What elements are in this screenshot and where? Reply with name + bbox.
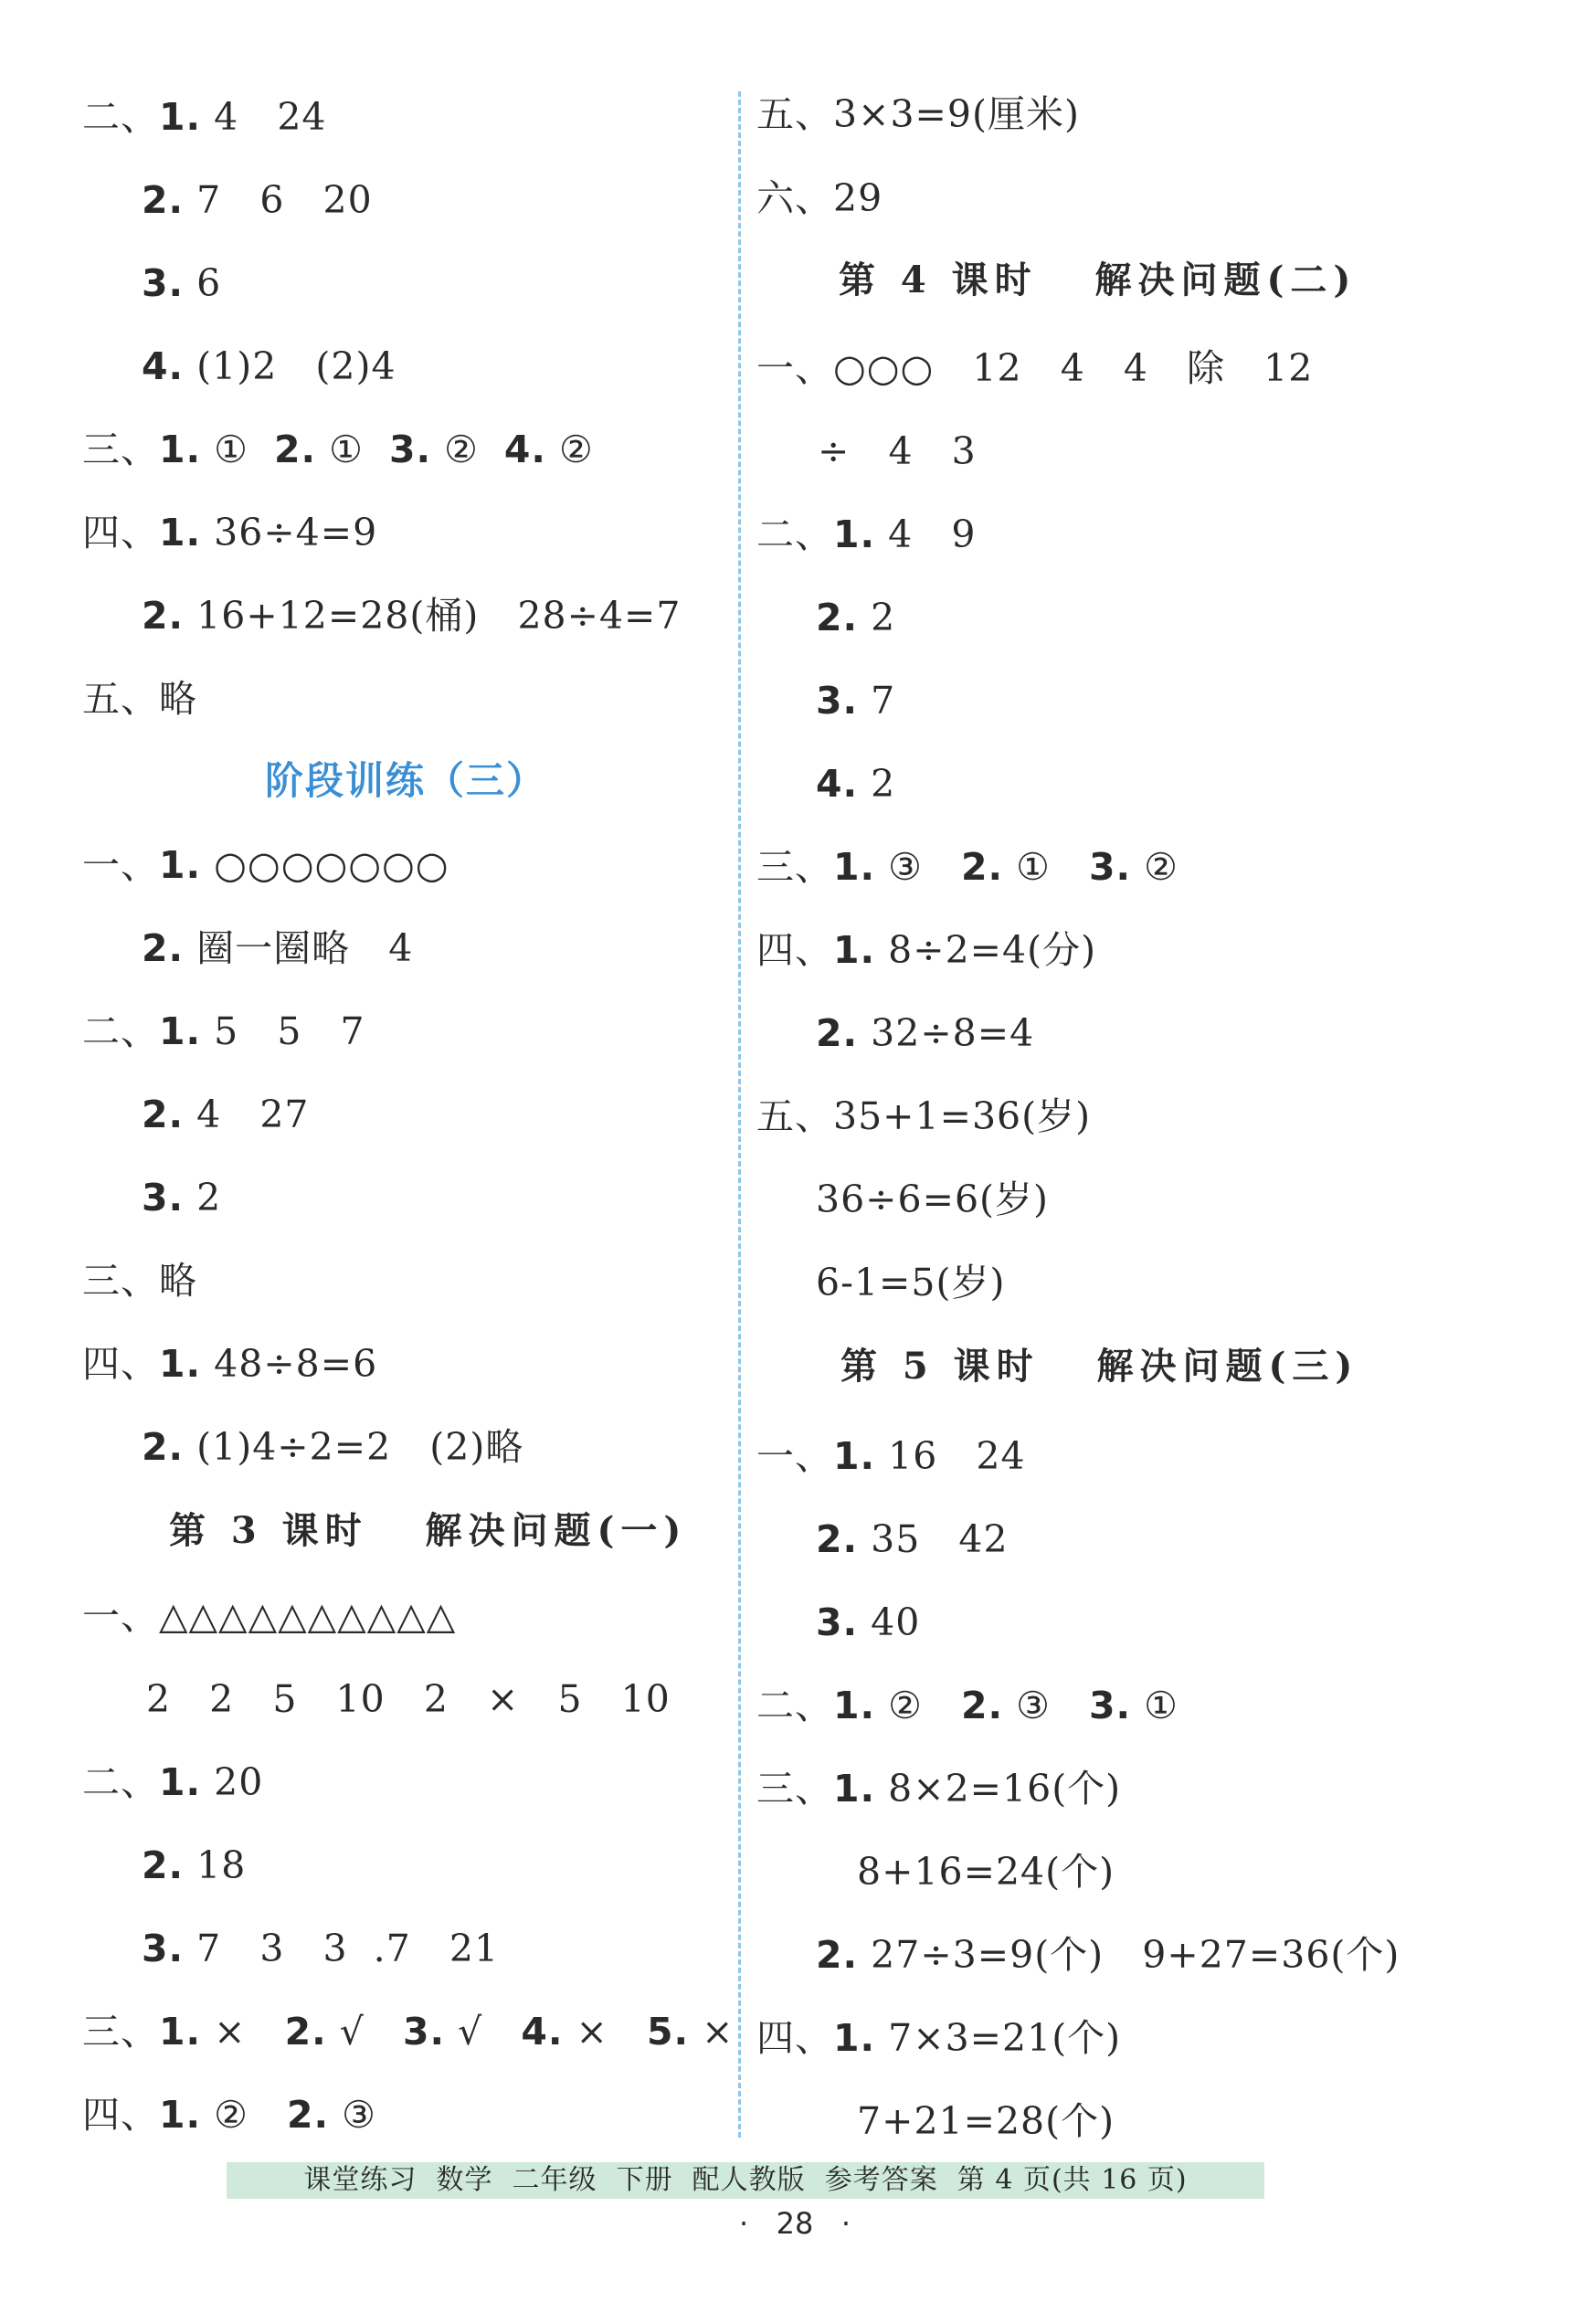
footer-band: 课堂练习 数学 二年级 下册 配人教版 参考答案 第 4 页(共 16 页) — [227, 2162, 1264, 2199]
answer-line: 三、1. 8×2=16(个) — [756, 1767, 1122, 1811]
answer-line: 三、1. ① 2. ① 3. ② 4. ② — [82, 428, 594, 471]
answer-line: 三、1. × 2. √ 3. √ 4. × 5. × — [82, 2010, 735, 2054]
answer-line: 四、1. 7×3=21(个) — [756, 2016, 1122, 2060]
answer-line: 2 2 5 10 2 × 5 10 — [146, 1677, 671, 1721]
answer-line: 3. 7 — [816, 679, 896, 723]
answer-line: 6-1=5(岁) — [816, 1261, 1006, 1304]
page-number: · 28 · — [738, 2206, 851, 2241]
answer-line: 3. 2 — [142, 1176, 222, 1220]
answer-line: 4. (1)2 (2)4 — [142, 344, 396, 388]
answer-line: 7+21=28(个) — [857, 2099, 1115, 2143]
answer-line: 2. 16+12=28(桶) 28÷4=7 — [142, 594, 682, 638]
answer-line: 二、1. 5 5 7 — [82, 1009, 365, 1053]
answer-line: 2. 32÷8=4 — [816, 1011, 1035, 1055]
answer-line: 2. 27÷3=9(个) 9+27=36(个) — [816, 1933, 1400, 1977]
answer-line: 五、35+1=36(岁) — [756, 1094, 1092, 1138]
answer-line: 2. 4 27 — [142, 1093, 310, 1136]
answer-line: 三、1. ③ 2. ① 3. ② — [756, 845, 1179, 889]
answer-line: 一、1. ○○○○○○○ — [82, 843, 449, 887]
answer-line: 一、1. 16 24 — [756, 1434, 1026, 1478]
answer-line: 二、1. 4 9 — [756, 512, 977, 556]
answer-line: 二、1. ② 2. ③ 3. ① — [756, 1684, 1179, 1727]
section-heading: 第 3 课时 解决问题(一) — [169, 1509, 688, 1552]
answer-line: 8+16=24(个) — [857, 1850, 1115, 1894]
answer-line: 五、3×3=9(厘米) — [756, 92, 1080, 136]
answer-line: 2. (1)4÷2=2 (2)略 — [142, 1425, 524, 1469]
answer-line: 2. 2 — [816, 596, 896, 639]
answer-line: 2. 圈一圈略 4 — [142, 926, 414, 970]
answer-line: 一、△△△△△△△△△△ — [82, 1594, 457, 1638]
section-heading: 第 4 课时 解决问题(二) — [839, 259, 1358, 301]
answer-line: 四、1. 36÷4=9 — [82, 511, 378, 554]
column-divider — [738, 91, 741, 2138]
answer-line: 三、略 — [82, 1259, 197, 1303]
answer-line: 二、1. 4 24 — [82, 95, 327, 139]
answer-line: 2. 7 6 20 — [142, 178, 373, 222]
answer-line: 3. 40 — [816, 1600, 921, 1644]
answer-line: 3. 7 3 3 .7 21 — [142, 1927, 500, 1970]
answer-line: 四、1. ② 2. ③ — [82, 2093, 376, 2137]
answer-line: 2. 18 — [142, 1843, 247, 1887]
answer-line: 2. 35 42 — [816, 1517, 1009, 1561]
section-heading: 阶段训练（三） — [265, 758, 547, 803]
answer-line: 六、29 — [756, 176, 883, 220]
section-heading: 第 5 课时 解决问题(三) — [840, 1345, 1359, 1388]
answer-line: 四、1. 48÷8=6 — [82, 1342, 378, 1386]
answer-line: 3. 6 — [142, 261, 222, 305]
answer-line: 二、1. 20 — [82, 1760, 264, 1804]
answer-line: 4. 2 — [816, 762, 896, 806]
answer-line: ÷ 4 3 — [818, 429, 977, 473]
answer-line: 36÷6=6(岁) — [816, 1177, 1050, 1221]
answer-line: 一、○○○ 12 4 4 除 12 — [756, 346, 1314, 390]
answer-line: 五、略 — [82, 677, 197, 721]
answer-line: 四、1. 8÷2=4(分) — [756, 928, 1097, 972]
